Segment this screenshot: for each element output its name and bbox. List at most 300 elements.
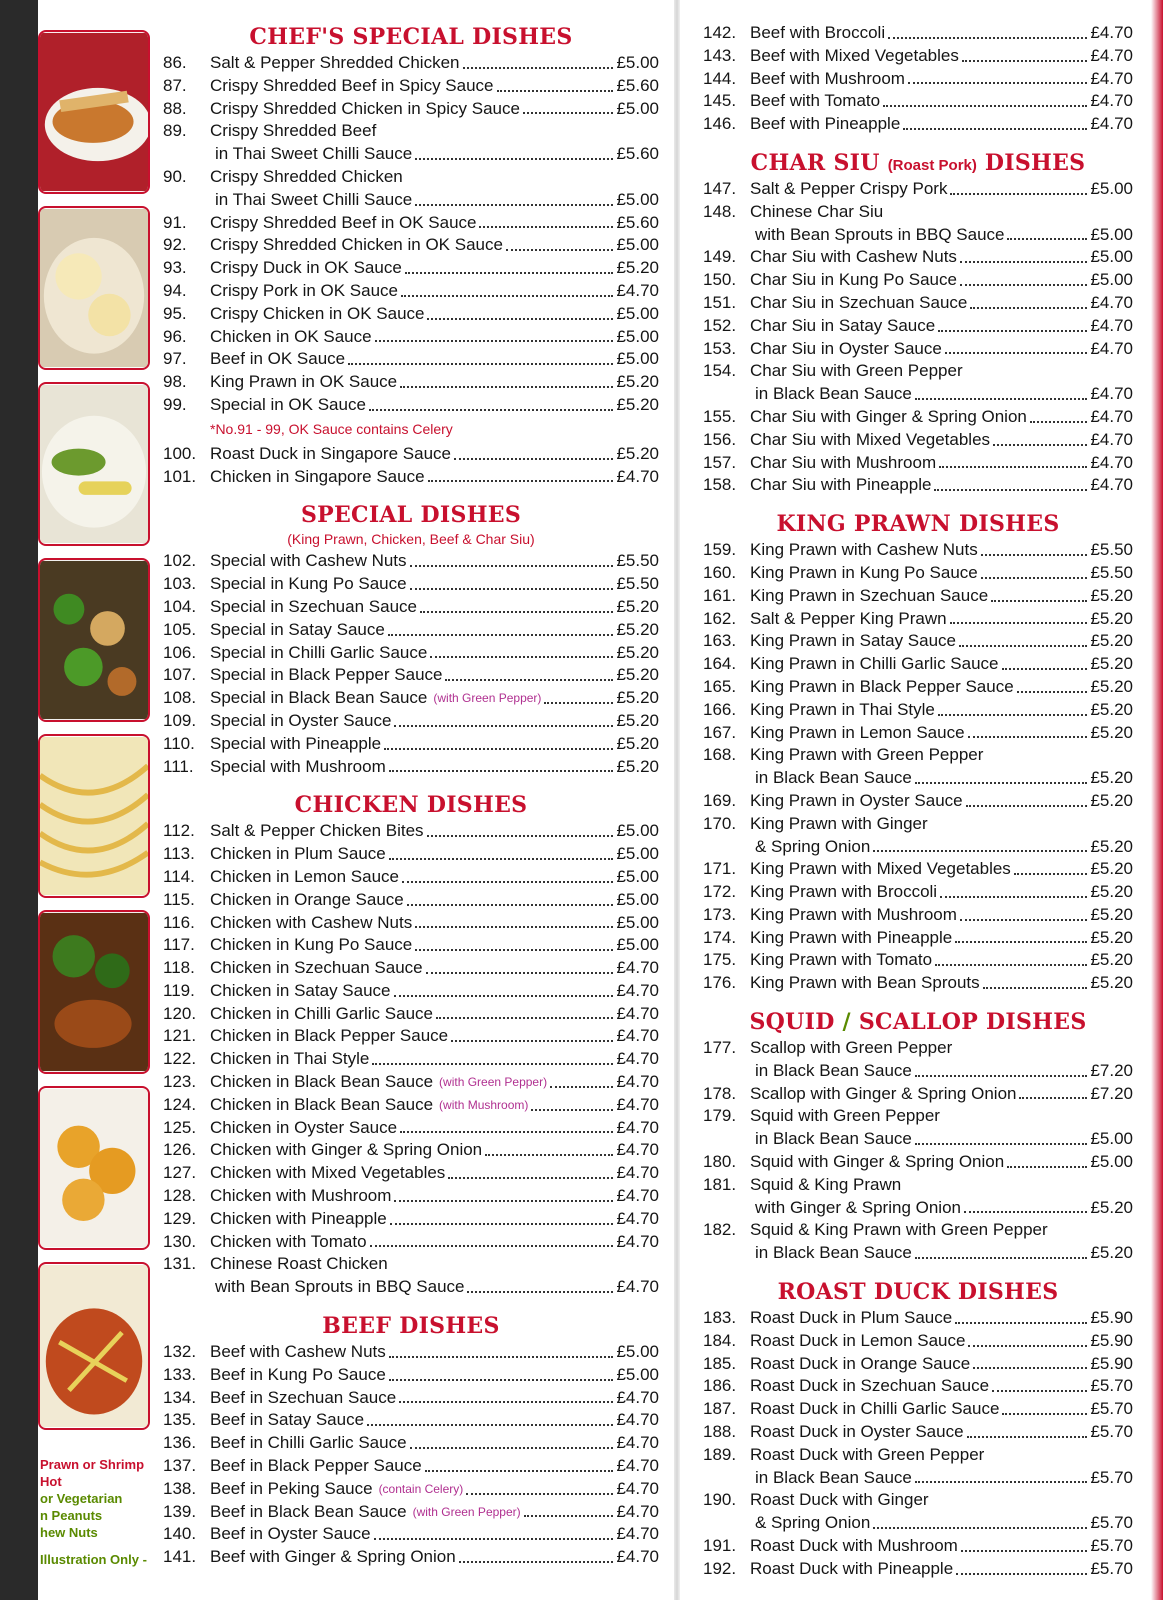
item-number: 165. — [703, 676, 737, 696]
item-number: 102. — [163, 551, 197, 571]
title-part: SQUID — [749, 1009, 835, 1036]
menu-item — [163, 1455, 659, 1478]
menu-item — [163, 1409, 659, 1432]
item-price: £4.70 — [616, 1456, 659, 1476]
menu-item — [163, 326, 659, 349]
menu-item — [703, 699, 1133, 722]
item-price: £4.70 — [616, 1003, 659, 1023]
item-number: 98. — [163, 372, 187, 392]
item-price: £4.70 — [616, 1094, 659, 1114]
dot-leader — [405, 257, 614, 274]
menu-item — [703, 813, 1133, 836]
menu-item — [163, 820, 659, 843]
item-number: 192. — [703, 1558, 737, 1578]
item-name: Chicken with Ginger & Spring Onion — [210, 1140, 483, 1160]
menu-item — [703, 1558, 1133, 1581]
item-price: £5.20 — [1090, 927, 1133, 947]
dot-leader — [374, 1523, 614, 1540]
item-price: £4.70 — [1090, 114, 1133, 134]
item-name: King Prawn in Lemon Sauce — [750, 722, 965, 742]
item-name: Salt & Pepper King Prawn — [750, 608, 947, 628]
item-name: in Black Bean Sauce — [755, 1243, 912, 1263]
item-note: (contain Celery) — [378, 1481, 464, 1496]
item-name: King Prawn with Ginger — [750, 813, 928, 833]
item-name: Roast Duck with Mushroom — [750, 1536, 958, 1556]
menu-list-chicken — [163, 820, 659, 1299]
item-price: £5.20 — [616, 596, 659, 616]
item-name: Crispy Shredded Chicken in Spicy Sauce — [210, 98, 520, 118]
item-number: 108. — [163, 688, 197, 708]
item-number: 136. — [163, 1433, 197, 1453]
menu-column-right — [703, 22, 1133, 1581]
item-number: 137. — [163, 1456, 197, 1476]
menu-item — [163, 166, 659, 189]
item-number: 142. — [703, 23, 737, 42]
item-price: £5.20 — [616, 642, 659, 662]
menu-item — [703, 836, 1133, 859]
item-price: £5.70 — [1090, 1399, 1133, 1419]
item-name: King Prawn in Szechuan Sauce — [750, 585, 989, 605]
dot-leader — [454, 443, 613, 460]
item-note: (with Green Pepper) — [439, 1075, 548, 1090]
item-name: King Prawn with Cashew Nuts — [750, 540, 978, 560]
dot-leader — [410, 573, 614, 590]
menu-item — [703, 790, 1133, 813]
menu-item — [703, 653, 1133, 676]
dot-leader — [983, 972, 1088, 989]
dot-leader — [370, 1231, 614, 1248]
dot-leader — [873, 836, 1087, 853]
item-price: £5.00 — [616, 53, 659, 72]
title-slash: / — [842, 1009, 851, 1036]
dot-leader — [1002, 1398, 1087, 1415]
menu-item — [163, 303, 659, 326]
item-price: £4.70 — [616, 280, 659, 300]
item-name: in Black Bean Sauce — [755, 1467, 912, 1487]
item-name: Chicken in Black Bean Sauce — [210, 1094, 434, 1114]
item-name: Salt & Pepper Crispy Pork — [750, 178, 948, 198]
dot-leader — [1019, 1083, 1087, 1100]
item-number: 94. — [163, 280, 187, 300]
menu-item — [163, 348, 659, 371]
dot-leader — [420, 596, 613, 613]
menu-item — [703, 45, 1133, 68]
dot-leader — [915, 767, 1088, 784]
item-name: King Prawn in Thai Style — [750, 699, 935, 719]
item-price: £5.20 — [616, 619, 659, 639]
item-number — [703, 1467, 755, 1490]
menu-item — [163, 1523, 659, 1546]
item-number: 144. — [703, 68, 737, 88]
menu-item — [703, 90, 1133, 113]
menu-item — [163, 687, 659, 710]
food-photo — [38, 1262, 150, 1430]
item-price: £4.70 — [1090, 338, 1133, 358]
item-name: Roast Duck in Lemon Sauce — [750, 1330, 966, 1350]
item-name: Special in OK Sauce — [210, 394, 366, 414]
item-number: 184. — [703, 1330, 737, 1350]
item-name: Scallop with Ginger & Spring Onion — [750, 1083, 1017, 1103]
item-number: 160. — [703, 562, 737, 582]
item-number: 89. — [163, 121, 187, 141]
dot-leader — [389, 756, 614, 773]
item-price: £5.00 — [616, 844, 659, 864]
dot-leader — [915, 1060, 1088, 1077]
item-price: £5.20 — [1090, 836, 1133, 856]
item-number: 126. — [163, 1140, 197, 1160]
item-number: 120. — [163, 1003, 197, 1023]
menu-list-beef-continued — [703, 22, 1133, 136]
menu-item — [703, 1535, 1133, 1558]
dot-leader — [372, 1048, 613, 1065]
menu-item — [163, 733, 659, 756]
dot-leader — [415, 934, 613, 951]
item-note: (with Green Pepper) — [412, 1504, 521, 1519]
menu-item — [703, 1307, 1133, 1330]
item-price: £5.60 — [616, 75, 659, 95]
celery-note: *No.91 - 99, OK Sauce contains Celery — [210, 420, 453, 437]
item-number — [703, 224, 755, 247]
menu-item — [163, 1231, 659, 1254]
dot-leader — [981, 539, 1088, 556]
title-part: DISHES — [984, 149, 1086, 176]
menu-item — [703, 1037, 1133, 1060]
item-name: Chicken in Orange Sauce — [210, 889, 404, 909]
item-number — [163, 1276, 215, 1299]
item-name: Char Siu with Cashew Nuts — [750, 247, 957, 267]
dot-leader — [962, 45, 1088, 62]
item-name: Roast Duck in Plum Sauce — [750, 1308, 953, 1328]
item-name: Squid with Ginger & Spring Onion — [750, 1152, 1005, 1172]
item-name: & Spring Onion — [755, 836, 871, 856]
menu-item — [703, 676, 1133, 699]
menu-item — [163, 52, 659, 75]
item-price: £5.20 — [1090, 722, 1133, 742]
item-name: Squid & King Prawn with Green Pepper — [750, 1220, 1048, 1240]
item-name: Chicken in OK Sauce — [210, 326, 372, 346]
item-price: £5.20 — [616, 372, 659, 392]
dot-leader — [967, 1421, 1088, 1438]
item-price: £4.70 — [616, 1478, 659, 1498]
item-price: £5.20 — [616, 394, 659, 414]
item-name: Chicken with Pineapple — [210, 1208, 387, 1228]
item-price: £5.20 — [616, 710, 659, 730]
item-name: Beef in Satay Sauce — [210, 1410, 365, 1430]
item-number — [703, 1060, 755, 1083]
menu-item — [163, 75, 659, 98]
dot-leader — [394, 980, 614, 997]
item-number: 95. — [163, 303, 187, 323]
dot-leader — [426, 957, 614, 974]
menu-item — [163, 1432, 659, 1455]
item-price: £4.70 — [1090, 292, 1133, 312]
item-price: £5.00 — [616, 912, 659, 932]
dot-leader — [430, 642, 613, 659]
item-number: 138. — [163, 1478, 197, 1498]
menu-item — [703, 1512, 1133, 1535]
item-number — [703, 1242, 755, 1265]
item-price: £5.00 — [1090, 270, 1133, 290]
menu-item — [703, 1219, 1133, 1242]
dot-leader — [389, 1364, 614, 1381]
item-price: £5.20 — [616, 733, 659, 753]
menu-item — [163, 98, 659, 121]
item-name: Crispy Duck in OK Sauce — [210, 258, 402, 278]
item-price: £5.20 — [1090, 904, 1133, 924]
item-price: £5.20 — [1090, 882, 1133, 902]
item-price: £5.90 — [1090, 1353, 1133, 1373]
item-name: Chinese Char Siu — [750, 201, 884, 221]
dot-leader — [550, 1071, 613, 1088]
page-fold — [674, 0, 680, 1600]
item-price: £4.70 — [1090, 68, 1133, 88]
dot-leader — [1014, 858, 1088, 875]
item-number: 122. — [163, 1049, 197, 1069]
item-name: Char Siu with Green Pepper — [750, 361, 963, 381]
item-name: Chicken in Lemon Sauce — [210, 866, 400, 886]
menu-item — [703, 608, 1133, 631]
dot-leader — [903, 113, 1087, 130]
item-number: 190. — [703, 1490, 737, 1510]
item-name: Chinese Roast Chicken — [210, 1254, 388, 1274]
item-number: 173. — [703, 904, 737, 924]
item-number: 178. — [703, 1083, 737, 1103]
item-price: £5.00 — [1090, 247, 1133, 267]
menu-list-squid-scallop — [703, 1037, 1133, 1265]
menu-item — [703, 1489, 1133, 1512]
dot-leader — [915, 1242, 1088, 1259]
menu-item — [163, 1253, 659, 1276]
item-number: 167. — [703, 722, 737, 742]
item-name: King Prawn in Satay Sauce — [750, 631, 957, 651]
item-number: 156. — [703, 429, 737, 449]
item-price: £5.70 — [1090, 1467, 1133, 1487]
dot-leader — [506, 234, 614, 251]
item-price: £5.70 — [1090, 1536, 1133, 1556]
item-number: 130. — [163, 1231, 197, 1251]
dot-leader — [466, 1478, 613, 1495]
item-price: £5.50 — [1090, 540, 1133, 560]
dot-leader — [415, 189, 613, 206]
item-number: 150. — [703, 270, 737, 290]
item-name: Chicken with Tomato — [210, 1231, 367, 1251]
menu-item — [163, 642, 659, 665]
dot-leader — [968, 722, 1088, 739]
item-name: with Bean Sprouts in BBQ Sauce — [215, 1277, 465, 1297]
dot-leader — [524, 1501, 614, 1518]
dot-leader — [940, 881, 1087, 898]
item-price: £4.70 — [616, 1231, 659, 1251]
item-name: Roast Duck in Orange Sauce — [750, 1353, 971, 1373]
item-number: 125. — [163, 1117, 197, 1137]
food-photo — [38, 910, 150, 1074]
item-number: 164. — [703, 654, 737, 674]
menu-item — [163, 866, 659, 889]
dot-leader — [467, 1276, 613, 1293]
menu-item — [163, 120, 659, 143]
item-price: £5.60 — [616, 144, 659, 164]
item-name: Beef with Mixed Vegetables — [750, 45, 959, 65]
menu-item — [703, 22, 1133, 45]
item-name: Roast Duck with Ginger — [750, 1490, 929, 1510]
dot-leader — [451, 1025, 613, 1042]
item-name: with Ginger & Spring Onion — [755, 1197, 961, 1217]
dot-leader — [960, 269, 1087, 286]
item-price: £5.20 — [1090, 973, 1133, 993]
item-price: £5.50 — [1090, 562, 1133, 582]
menu-item — [163, 280, 659, 303]
item-number: 88. — [163, 98, 187, 118]
dot-leader — [934, 474, 1087, 491]
item-name: Beef with Broccoli — [750, 23, 886, 42]
item-price: £5.20 — [1090, 768, 1133, 788]
item-name: Char Siu in Oyster Sauce — [750, 338, 942, 358]
item-name: Special in Black Pepper Sauce — [210, 665, 443, 685]
menu-item — [703, 1151, 1133, 1174]
item-number: 168. — [703, 745, 737, 765]
menu-item — [163, 1546, 659, 1569]
dot-leader — [908, 68, 1088, 85]
menu-item — [163, 234, 659, 257]
item-name: Beef in Szechuan Sauce — [210, 1387, 397, 1407]
item-price: £4.70 — [616, 1387, 659, 1407]
item-number: 92. — [163, 235, 187, 255]
dot-leader — [1002, 653, 1088, 670]
item-number: 186. — [703, 1376, 737, 1396]
menu-item — [163, 596, 659, 619]
item-price: £4.70 — [616, 1186, 659, 1206]
legend-line: Prawn or Shrimp — [40, 1457, 145, 1472]
dot-leader — [960, 904, 1088, 921]
item-price: £4.70 — [616, 1208, 659, 1228]
item-price: £4.70 — [616, 1524, 659, 1544]
dot-leader — [992, 1375, 1087, 1392]
dot-leader — [950, 608, 1088, 625]
item-number: 149. — [703, 247, 737, 267]
menu-item — [703, 927, 1133, 950]
item-number: 153. — [703, 338, 737, 358]
dot-leader — [915, 1467, 1088, 1484]
item-number — [703, 1128, 755, 1151]
item-number: 183. — [703, 1308, 737, 1328]
dot-leader — [389, 1341, 614, 1358]
dot-leader — [394, 710, 613, 727]
item-name: Beef with Mushroom — [750, 68, 905, 88]
menu-item — [163, 1276, 659, 1299]
item-price: £5.00 — [1090, 224, 1133, 244]
dot-leader — [888, 22, 1087, 39]
menu-item — [163, 1387, 659, 1410]
menu-item — [163, 550, 659, 573]
section-title-roast-duck: ROAST DUCK DISHES — [777, 1279, 1059, 1306]
item-number: 146. — [703, 114, 737, 134]
item-number: 90. — [163, 166, 187, 186]
item-number: 182. — [703, 1220, 737, 1240]
item-price: £5.00 — [616, 98, 659, 118]
item-price: £5.70 — [1090, 1376, 1133, 1396]
menu-item — [163, 1117, 659, 1140]
menu-item — [703, 68, 1133, 91]
item-number: 170. — [703, 813, 737, 833]
dot-leader — [950, 178, 1087, 195]
dot-leader — [531, 1094, 613, 1111]
dot-leader — [384, 733, 613, 750]
item-name: Crispy Shredded Beef in Spicy Sauce — [210, 75, 494, 95]
item-number: 129. — [163, 1208, 197, 1228]
menu-list-char-siu — [703, 178, 1133, 497]
menu-item — [163, 1501, 659, 1524]
menu-item — [163, 980, 659, 1003]
item-price: £5.70 — [1090, 1513, 1133, 1533]
item-price: £5.00 — [1090, 1152, 1133, 1172]
item-price: £4.70 — [1090, 315, 1133, 335]
dot-leader — [1017, 676, 1088, 693]
item-number: 96. — [163, 326, 187, 346]
dot-leader — [388, 619, 614, 636]
item-number: 87. — [163, 75, 187, 95]
dot-leader — [394, 1185, 613, 1202]
menu-item — [163, 1003, 659, 1026]
item-number — [703, 767, 755, 790]
item-name: King Prawn with Mixed Vegetables — [750, 859, 1011, 879]
item-name: Beef with Pineapple — [750, 114, 901, 134]
food-photo — [38, 206, 150, 370]
item-name: in Black Bean Sauce — [755, 1060, 912, 1080]
dot-leader — [873, 1512, 1087, 1529]
item-number: 175. — [703, 950, 737, 970]
section-title-char-siu — [703, 148, 1133, 178]
item-name: Beef with Cashew Nuts — [210, 1342, 386, 1362]
item-name: in Black Bean Sauce — [755, 384, 912, 404]
item-name: Chicken in Kung Po Sauce — [210, 935, 413, 955]
item-name: Beef in Chilli Garlic Sauce — [210, 1433, 407, 1453]
item-number: 110. — [163, 733, 195, 753]
menu-item — [703, 292, 1133, 315]
menu-item — [163, 466, 659, 489]
item-number: 159. — [703, 540, 737, 560]
item-number: 154. — [703, 361, 737, 381]
dot-leader — [436, 1003, 613, 1020]
item-price: £4.70 — [616, 1433, 659, 1453]
item-number: 172. — [703, 882, 737, 902]
item-number: 185. — [703, 1353, 737, 1373]
item-number: 97. — [163, 349, 187, 369]
item-number: 140. — [163, 1524, 197, 1544]
item-name: Crispy Chicken in OK Sauce — [210, 303, 425, 323]
legend-note: Illustration Only - — [40, 1552, 147, 1567]
dot-leader — [407, 889, 614, 906]
food-photo — [38, 382, 150, 546]
item-name: Char Siu in Satay Sauce — [750, 315, 936, 335]
item-price: £5.20 — [1090, 585, 1133, 605]
item-name: King Prawn in Black Pepper Sauce — [750, 676, 1014, 696]
menu-item — [703, 224, 1133, 247]
menu-item — [163, 889, 659, 912]
item-name: in Black Bean Sauce — [755, 768, 912, 788]
item-number — [703, 1197, 755, 1220]
item-number — [703, 836, 755, 859]
item-price: £5.00 — [616, 235, 659, 255]
item-price: £5.00 — [616, 889, 659, 909]
menu-item — [163, 756, 659, 779]
item-price: £4.70 — [1090, 91, 1133, 111]
page-edge-left — [0, 0, 38, 1600]
title-part-small: (Roast Pork) — [887, 156, 977, 174]
dot-leader — [883, 90, 1087, 107]
item-price: £5.00 — [616, 866, 659, 886]
item-price: £5.20 — [616, 258, 659, 278]
item-price: £4.70 — [1090, 429, 1133, 449]
